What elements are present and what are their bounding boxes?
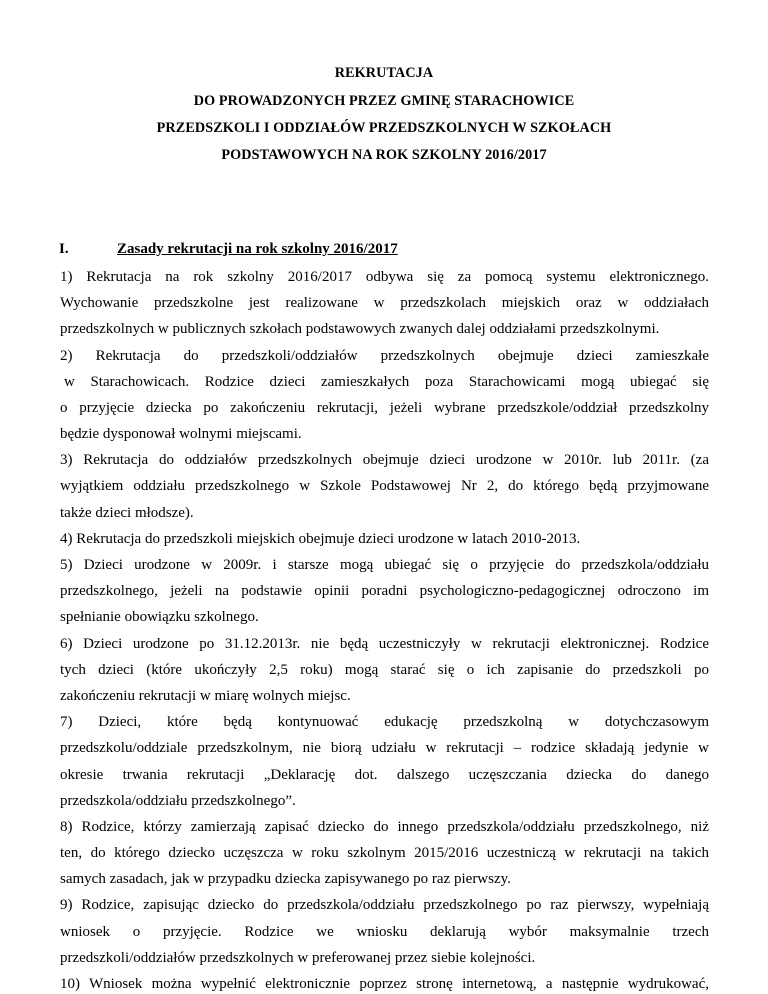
text-line: 10) Wniosek można wypełnić elektronicznie poprzez stronę internetową, a następnie wydrukować, (60, 976, 709, 992)
text-line: 8) Rodzice, którzy zamierzają zapisać dziecko do innego przedszkola/oddziału przedszkolnego, niż (60, 819, 709, 835)
text-line: zakończeniu rekrutacji w miarę wolnych miejsc. (60, 688, 351, 704)
section-title: Zasady rekrutacji na rok szkolny 2016/2017 (117, 241, 398, 257)
header-line-1: REKRUTACJA (334, 65, 434, 81)
header-line-3: PRZEDSZKOLI I ODDZIAŁÓW PRZEDSZKOLNYCH W SZKOŁACH (156, 120, 612, 136)
text-line: przedszkolu/oddziale przedszkolnym, nie biorą udziału w rekrutacji – rodzice składają jedynie w (60, 740, 709, 756)
text-line: 2) Rekrutacja do przedszkoli/oddziałów przedszkolnych obejmuje dzieci zamieszkałe (60, 348, 709, 364)
header-line-4: PODSTAWOWYCH NA ROK SZKOLNY 2016/2017 (221, 147, 547, 163)
text-line: przedszkoli/oddziałów przedszkolnych w preferowanej przez siebie kolejności. (60, 950, 536, 966)
header-line-2: DO PROWADZONYCH PRZEZ GMINĘ STARACHOWICE (193, 93, 575, 109)
text-line: 3) Rekrutacja do oddziałów przedszkolnych obejmuje dzieci urodzone w 2010r. lub 2011r. (za (60, 452, 709, 468)
text-line: 9) Rodzice, zapisując dziecko do przedszkola/oddziału przedszkolnego po raz pierwszy, wypełniają (60, 897, 709, 913)
text-line: 6) Dzieci urodzone po 31.12.2013r. nie będą uczestniczyły w rekrutacji elektronicznej. Rodzice (60, 636, 709, 652)
text-line: także dzieci młodsze). (60, 505, 194, 521)
text-line: spełnianie obowiązku szkolnego. (60, 609, 259, 625)
text-line: tych dzieci (które ukończyły 2,5 roku) mogą starać się o ich zapisanie do przedszkoli po (60, 662, 709, 678)
text-line: 7) Dzieci, które będą kontynuować edukację przedszkolną w dotychczasowym (60, 714, 709, 730)
text-line: Wychowanie przedszkolne jest realizowane w przedszkolach miejskich oraz w oddziałach (60, 295, 709, 311)
text-line: okresie trwania rekrutacji „Deklarację dot. dalszego uczęszczania dziecka do danego (60, 767, 709, 783)
text-line: 5) Dzieci urodzone w 2009r. i starsze mogą ubiegać się o przyjęcie do przedszkola/oddziału (60, 557, 709, 573)
text-line: przedszkolnych w publicznych szkołach podstawowych zwanych dalej oddziałami przedszkolnymi. (60, 321, 660, 337)
text-line: będzie dysponował wolnymi miejscami. (60, 426, 302, 442)
text-line: o przyjęcie dziecka po zakończeniu rekrutacji, jeżeli wybrane przedszkole/oddział przedszkolny (60, 400, 709, 416)
text-line: w Starachowicach. Rodzice dzieci zamieszkałych poza Starachowicami mogą ubiegać się (64, 374, 709, 390)
text-line: 1) Rekrutacja na rok szkolny 2016/2017 odbywa się za pomocą systemu elektronicznego. (60, 269, 709, 285)
text-line: ten, do którego dziecko uczęszcza w roku szkolnym 2015/2016 uczestniczą w rekrutacji na takich (60, 845, 709, 861)
text-line: wniosek o przyjęcie. Rodzice we wniosku deklarują wybór maksymalnie trzech (60, 924, 709, 940)
section-number: I. (59, 241, 69, 257)
text-line: wyjątkiem oddziału przedszkolnego w Szkole Podstawowej Nr 2, do którego będą przyjmowane (60, 478, 709, 494)
text-line: przedszkola/oddziału przedszkolnego”. (60, 793, 296, 809)
text-line: samych zasadach, jak w przypadku dziecka zapisywanego po raz pierwszy. (60, 871, 511, 887)
text-line: 4) Rekrutacja do przedszkoli miejskich obejmuje dzieci urodzone w latach 2010-2013. (60, 531, 581, 547)
text-line: przedszkolnego, jeżeli na podstawie opinii poradni psychologiczno-pedagogicznej odroczono im (60, 583, 709, 599)
